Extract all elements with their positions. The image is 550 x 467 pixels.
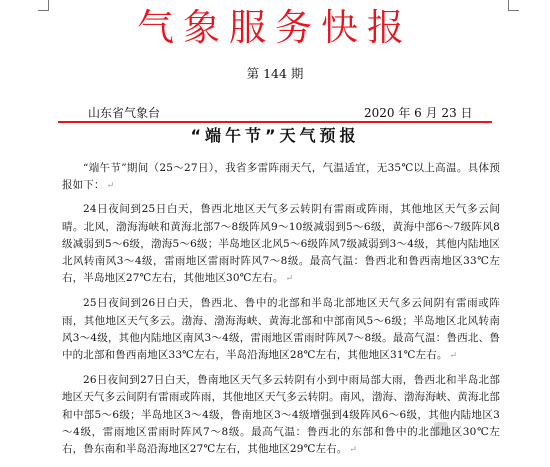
body-paragraph (62, 201, 500, 288)
paragraph-text: 25日夜间到26日白天，鲁西北、鲁中的北部和半岛北部地区天气多云间阴有雷雨或阵雨，其他地区天气多云。渤海、渤海海峡、黄海北部和中部南风5～6级；半岛地区北风转南风3～4级，其他内陆地区南风3～4级，雷雨地区雷雨时阵风7～8级。最高气温：鲁西北、鲁中的北部和鲁西南地区33℃左右，半岛沿海地区28℃左右，其他地区31℃左右。 (62, 297, 500, 362)
paragraph-mark-icon: ↵ (285, 274, 294, 285)
header-divider (58, 121, 492, 123)
forecast-heading: “端午节”天气预报 (190, 126, 360, 145)
body-paragraph (62, 372, 500, 459)
watermark-logo-icon (434, 422, 448, 436)
paragraph-mark-icon: ↵ (449, 351, 458, 362)
issuer-name: 山东省气象台 (88, 106, 161, 120)
paragraph-text: 24日夜间到25日白天，鲁西北地区天气多云转阴有雷雨或阵雨，其他地区天气多云间晴。北风，渤海海峡和黄海北部7～8级阵风9～10级减弱到5～6级，黄海中部6～7级阵风8级减弱到5～6级，渤海5～6级；半岛地区北风5～6级阵风7级减弱到3～4级，其他内陆地区北风转南风3～4级，雷雨地区雷雨时阵风7～8级。最高气温：鲁西北和鲁西南地区33℃左右，半岛地区27℃左右，其他地区30℃左右。 (62, 203, 500, 285)
document-title: 气象服务快报 (137, 6, 413, 49)
paragraph-text: 26日夜间到27日白天，鲁南地区天气多云转阴有小到中雨局部大雨，鲁西北和半岛北部地区天气多云间阴有雷雨或阵雨，其他地区天气多云转阴。南风，渤海、渤海海峡、黄海北部和中部5～6级；半岛地区3～4级，鲁南地区3～4级增强到4级阵风6～6级，其他内陆地区3～4级，雷雨地区雷雨时阵风7～8级。最高气温：鲁西北的东部和鲁中的北部地区30℃左右，鲁东南和半岛沿海地区27℃左右，其他地区29℃左右。 (62, 374, 500, 456)
paragraph-text: “端午节”期间（25～27日），我省多雷阵雨天气，气温适宜，无35℃以上高温。具体预报如下： (62, 162, 500, 192)
body-paragraph (62, 295, 500, 365)
issue-date: 2020 年 6 月 23 日 (364, 106, 473, 120)
watermark (434, 418, 534, 440)
issue-number: 第 144 期 (246, 66, 304, 81)
paragraph-mark-icon: ↵ (349, 445, 358, 456)
body-paragraph (62, 160, 500, 195)
paragraph-mark-icon: ↵ (106, 181, 115, 192)
